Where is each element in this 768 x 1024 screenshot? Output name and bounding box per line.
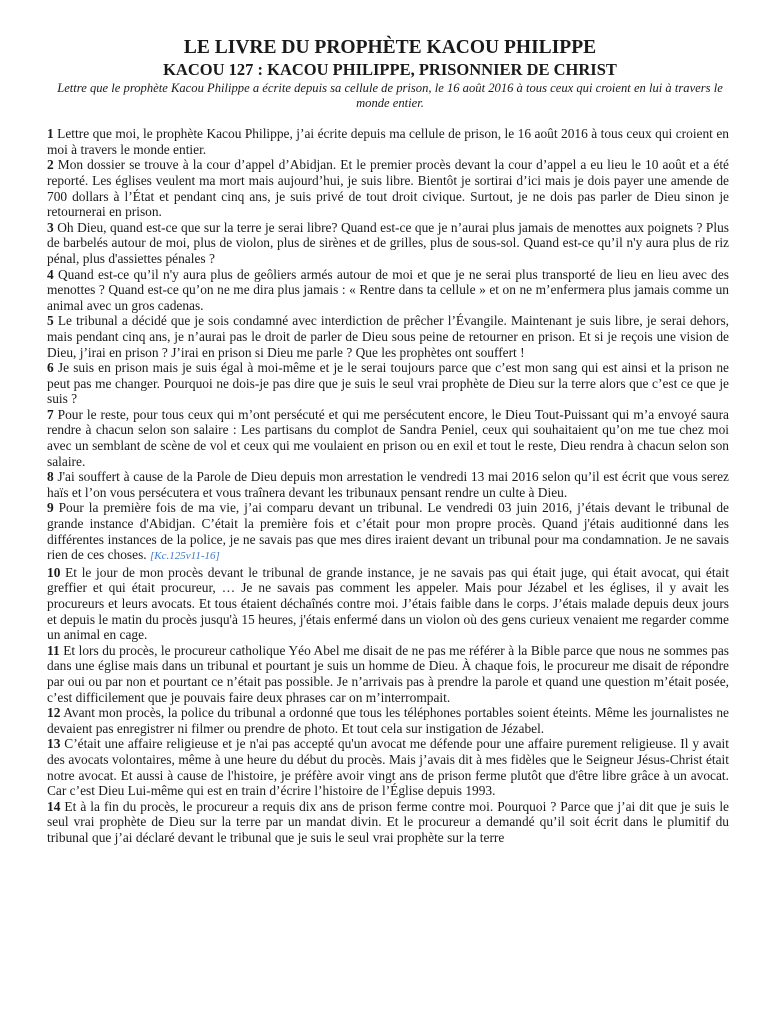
verse-number: 1 (47, 126, 54, 142)
verse-number: 3 (47, 219, 54, 235)
chapter-title: KACOU 127 : KACOU PHILIPPE, PRISONNIER DE CHRIST (163, 60, 617, 79)
verses-body (47, 126, 729, 845)
verse-text: Avant mon procès, la police du tribunal a ordonné que tous les téléphones portables soient éteints. Même les journalistes ne devaient pas enregistrer ni filmer ou prendre de photo. Et tout cela sur instigation de Jézabel. (47, 705, 729, 736)
verse-14 (47, 799, 729, 846)
verse-number: 11 (47, 642, 60, 658)
verse-number: 4 (47, 266, 54, 282)
verse-text: Mon dossier se trouve à la cour d’appel d’Abidjan. Et le premier procès devant la cour d’appel a eu lieu le 10 août et a été reporté. Les églises veulent ma mort mais aujourd’hui, je suis libre. Bientôt je sortirai d’ici mais je dois payer une amende de 700 dollars à l’État et pendant cinq ans, je suis privé de tout droit civique. Surtout, je ne dois pas parler de Dieu sinon je retournerai en prison. (47, 157, 729, 220)
verse-7 (47, 407, 729, 469)
verse-number: 12 (47, 705, 61, 721)
verse-text: J'ai souffert à cause de la Parole de Dieu depuis mon arrestation le vendredi 13 mai 2016 selon qu’il est écrit que vous serez haïs et l’on vous persécutera et vous traînera devant les tribunaux pensant rendre un culte à Dieu. (47, 469, 729, 500)
verse-1 (47, 126, 729, 157)
verse-text: Pour le reste, pour tous ceux qui m’ont persécuté et qui me persécutent encore, le Dieu Tout-Puissant qui m’a envoyé saura rendre à chacun selon son salaire : Les partisans du complot de Sandra Peniel, ceux qui souhaitaient qu’on me tue chez moi avec un semblant de scène de vol et ceux qui me voulaient en prison ou en exil et tout le reste, Dieu rendra à chacun selon son salaire. (47, 406, 729, 469)
verse-number: 13 (47, 736, 61, 752)
verse-text: Oh Dieu, quand est-ce que sur la terre je serai libre? Quand est-ce que je n’aurai plus jamais de menottes aux poignets ? Plus de barbelés autour de moi, plus de violon, plus de sirènes et de grilles, plus de sous-sol. Quand est-ce qu’il n'y aura plus de riz pénal, plus d'assiettes pénales ? (47, 219, 729, 266)
verse-5 (47, 313, 729, 360)
verse-number: 6 (47, 360, 54, 376)
verse-text: Quand est-ce qu’il n'y aura plus de geôliers armés autour de moi et que je ne serai plus transporté de lieu en lieu avec des menottes ? Quand est-ce qu’on ne me dira plus jamais : « Rentre dans ta cellule » et on ne m’enfermera plus jamais comme un animal avec un gros cadenas. (47, 266, 729, 313)
verse-number: 9 (47, 500, 54, 516)
chapter-intro: Lettre que le prophète Kacou Philippe a écrite depuis sa cellule de prison, le 16 août 2016 à tous ceux qui croient en lui à travers le monde entier. (57, 81, 723, 110)
verse-number: 14 (47, 798, 61, 814)
verse-8 (47, 469, 729, 500)
verse-4 (47, 267, 729, 314)
verse-text: Et lors du procès, le procureur catholique Yéo Abel me disait de ne pas me référer à la Bible parce que nous ne sommes pas dans une église mais dans un tribunal et pourtant je suis un homme de Dieu. À chaque fois, le procureur me disait de répondre par oui ou par non et pourtant ce n’était pas possible. Je n’arrivais pas à prendre la parole et quand une question m’était posée, c’est difficilement que je pouvais faire deux phrases car on m’interrompait. (47, 642, 729, 705)
verse-10 (47, 565, 729, 643)
verse-text: Et le jour de mon procès devant le tribunal de grande instance, je ne savais pas qui était juge, qui était avocat, qui était greffier et qui était procureur, … Je ne savais pas comment les appeler. Mais pour Jézabel et les églises, il y avait les procureurs et leurs avocats. Et tous étaient déchaînés contre moi. J’étais faible dans le corps. J’étais malade depuis deux jours et depuis le matin du procès jusqu'à 15 heures, j'étais enfermé dans un violon où des gens curieux venaient me regarder comme un animal en cage. (47, 564, 729, 643)
verse-number: 8 (47, 469, 54, 485)
verse-number: 7 (47, 406, 54, 422)
verse-number: 10 (47, 564, 61, 580)
verse-text: Je suis en prison mais je suis égal à moi-même et je le serai toujours parce que c’est mon sang qui est ainsi et la prison ne peut pas me changer. Pourquoi ne dois-je pas dire que je suis le seul vrai prophète de Dieu sur la terre alors que c’est ce que je suis ? (47, 360, 729, 407)
verse-13 (47, 736, 729, 798)
cross-reference-link[interactable]: [Kc.125v11-16] (150, 550, 220, 563)
verse-text: Et à la fin du procès, le procureur a requis dix ans de prison ferme contre moi. Pourquoi ? Parce que j’ai dit que je suis le seul vrai prophète de Dieu sur la terre par un mandat divin. Et le procureur a demandé qu’il soit écrit dans le plumitif du tribunal que j’ai déclaré devant le tribunal que je suis le seul vrai prophète sur la terre (47, 798, 729, 845)
book-title: LE LIVRE DU PROPHÈTE KACOU PHILIPPE (183, 37, 597, 58)
verse-text: Le tribunal a décidé que je sois condamné avec interdiction de prêcher l’Évangile. Maintenant je suis libre, je serai dehors, mais pendant cinq ans, je n’aurai pas le droit de parler de Dieu sous peine de retourner en prison. Et si je reçois une vision de Dieu, j’irai en prison ? J’irai en prison si Dieu me parle ? Que les prophètes ont souffert ! (47, 313, 729, 360)
verse-11 (47, 643, 729, 705)
verse-9 (47, 500, 729, 564)
verse-6 (47, 360, 729, 407)
verse-12 (47, 705, 729, 736)
verse-3 (47, 220, 729, 267)
verse-text: Lettre que moi, le prophète Kacou Philippe, j’ai écrite depuis ma cellule de prison, le 16 août 2016 à tous ceux qui croient en moi à travers le monde entier. (47, 126, 729, 157)
verse-number: 2 (47, 157, 54, 173)
verse-number: 5 (47, 313, 54, 329)
verse-text: Pour la première fois de ma vie, j’ai comparu devant un tribunal. Le vendredi 03 juin 2016, j’étais devant le tribunal de grande instance d'Abidjan. C’était la première fois et c’était pour mon propre procès. Quand j'étais auditionné dans les différentes instances de la police, je ne savais pas que mes dires iraient devant un tribunal pour ma condamnation. Je ne savais rien de ces choses. (47, 500, 729, 563)
verse-text: C’était une affaire religieuse et je n'ai pas accepté qu'un avocat me défende pour une affaire purement religieuse. Il y avait des avocats volontaires, même à une heure du début du procès. Mais j’avais dit à mes fidèles que le Seigneur Jésus-Christ était notre avocat. Et aussi à cause de l'histoire, je préfère avoir vingt ans de prison ferme plutôt que d'être libre grâce à un avocat. Car c’est Dieu Lui-même qui est en train d’écrire l’histoire de l’Église depuis 1993. (47, 736, 729, 799)
verse-2 (47, 157, 729, 219)
